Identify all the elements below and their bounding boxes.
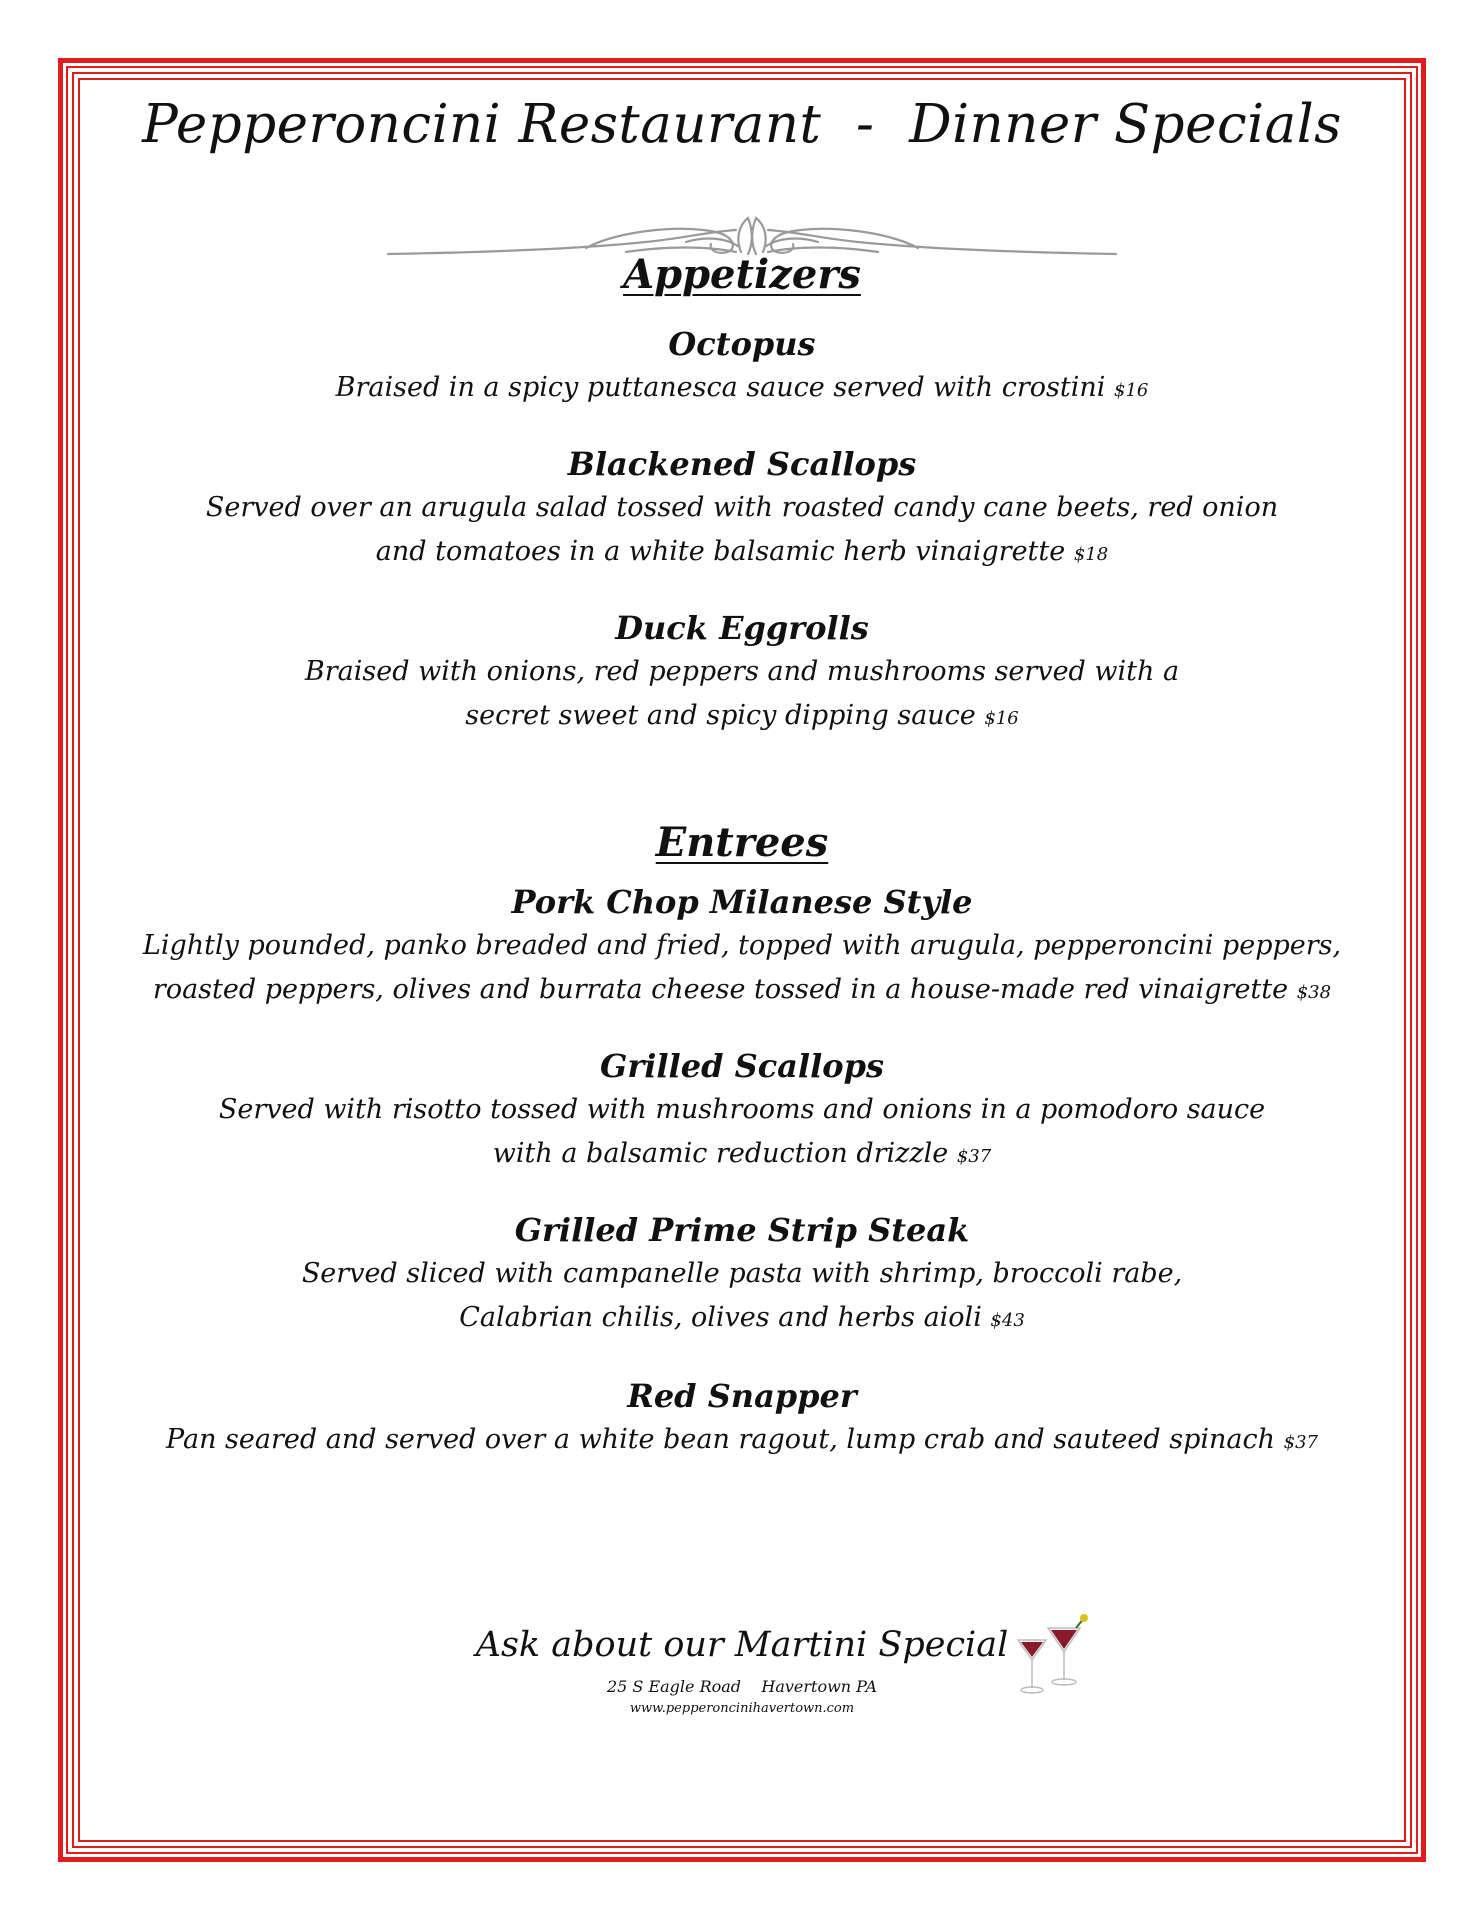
item-price: $38 (1296, 982, 1332, 1003)
entrees-heading: Entrees (655, 819, 829, 866)
menu-item (90, 1208, 1394, 1343)
restaurant-website[interactable]: www.pepperoncinihavertown.com (629, 1701, 855, 1716)
item-price: $37 (956, 1146, 992, 1167)
menu-item (90, 1044, 1394, 1179)
appetizers-heading: Appetizers (623, 251, 861, 298)
item-price: $16 (1114, 380, 1149, 401)
item-price: $16 (984, 708, 1019, 729)
item-name: Pork Chop Milanese Style (511, 883, 973, 921)
item-description: Braised in a spicy puttanesca sauce served with crostini $16 (335, 372, 1149, 403)
item-price: $18 (1073, 544, 1109, 565)
item-name: Grilled Scallops (600, 1047, 884, 1085)
item-name: Red Snapper (627, 1377, 857, 1415)
item-description: Served with risotto tossed with mushrooms and onions in a pomodoro sauce with a balsamic reduction drizzle $37 (218, 1094, 1266, 1169)
menu-item (90, 880, 1394, 1015)
item-price: $37 (1283, 1432, 1318, 1453)
item-name: Grilled Prime Strip Steak (514, 1211, 970, 1249)
item-description: Lightly pounded, panko breaded and fried, topped with arugula, pepperoncini peppers, roasted peppers, olives and burrata cheese tossed in a house-made red vinaigrette $38 (142, 930, 1342, 1005)
item-name: Duck Eggrolls (615, 609, 869, 647)
menu-item (90, 606, 1394, 741)
item-price: $43 (990, 1310, 1025, 1331)
page-title: Pepperoncini Restaurant - Dinner Specials (142, 94, 1342, 155)
menu-item (90, 1374, 1394, 1465)
menu-item (90, 442, 1394, 577)
item-name: Blackened Scallops (567, 445, 917, 483)
menu-item (90, 322, 1394, 413)
item-description: Served sliced with campanelle pasta with shrimp, broccoli rabe, Calabrian chilis, olives and herbs aioli $43 (301, 1258, 1183, 1333)
martini-special-note: Ask about our Martini Special (475, 1625, 1009, 1665)
item-name: Octopus (668, 325, 816, 363)
menu-page (90, 90, 1394, 1830)
item-description: Served over an arugula salad tossed with roasted candy cane beets, red onion and tomatoes in a white balsamic herb vinaigrette $18 (205, 492, 1279, 567)
restaurant-address: 25 S Eagle Road Havertown PA (606, 1677, 878, 1696)
item-description: Braised with onions, red peppers and mushrooms served with a secret sweet and spicy dipping sauce $16 (304, 656, 1180, 731)
item-description: Pan seared and served over a white bean ragout, lump crab and sauteed spinach $37 (166, 1424, 1318, 1455)
